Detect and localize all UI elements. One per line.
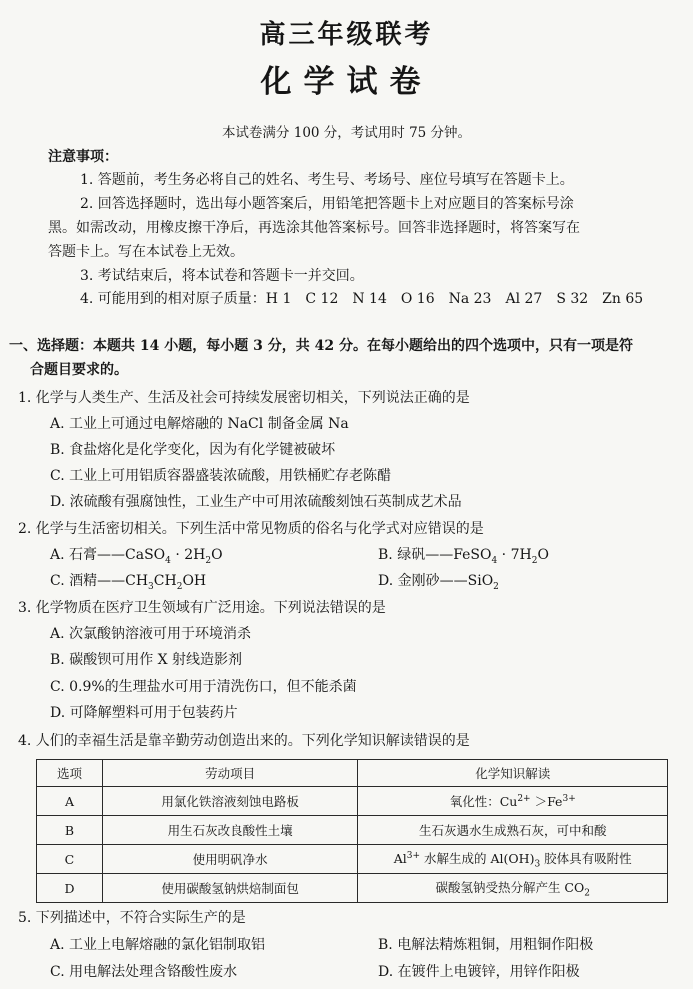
exam-title: 高三年级联考: [259, 20, 434, 50]
table-header-knowledge: 化学知识解读: [358, 760, 668, 787]
table-cell-option: B: [37, 816, 103, 845]
notice-line-3: 黑。如需改动，用橡皮擦干净后，再选涂其他答案标号。回答非选择题时，将答案写在: [48, 220, 580, 236]
table-row: [37, 845, 668, 874]
table-cell-option: A: [37, 787, 103, 816]
table-row: [37, 874, 668, 903]
q3-option-b: B. 碳酸钡可用作 X 射线造影剂: [50, 652, 243, 668]
q1-option-a: A. 工业上可通过电解熔融的 NaCl 制备金属 Na: [50, 416, 349, 432]
exam-subject: 化学试卷: [260, 64, 433, 100]
q2-option-d: D. 金刚砂——SiO$_2$: [378, 573, 499, 592]
q3-option-c: C. 0.9%的生理盐水可用于清洗伤口，但不能杀菌: [50, 679, 357, 695]
q5-option-c: C. 用电解法处理含铬酸性废水: [50, 964, 238, 980]
q4-table: [36, 759, 668, 903]
table-row: [37, 816, 668, 845]
q5-option-a: A. 工业上电解熔融的氯化铝制取铝: [50, 937, 266, 953]
exam-meta: 本试卷满分 100 分，考试用时 75 分钟。: [221, 125, 472, 141]
q2-stem: 2. 化学与生活密切相关。下列生活中常见物质的俗名与化学式对应错误的是: [18, 521, 484, 537]
table-cell-option: D: [37, 874, 103, 903]
table-cell-task: 使用碳酸氢钠烘焙制面包: [102, 874, 358, 903]
table-cell-knowledge: $Al^{3+}$ 水解生成的 $Al(OH)_3$ 胶体具有吸附性: [358, 845, 668, 874]
notice-line-5: 3. 考试结束后，将本试卷和答题卡一并交回。: [80, 268, 364, 284]
table-cell-task: 用生石灰改良酸性土壤: [102, 816, 358, 845]
table-header-option: 选项: [37, 760, 103, 787]
table-cell-knowledge: 碳酸氢钠受热分解产生 $CO_2$: [358, 874, 668, 903]
notice-line-2: 2. 回答选择题时，选出每小题答案后，用铅笔把答题卡上对应题目的答案标号涂: [80, 196, 574, 212]
q1-option-d: D. 浓硫酸有强腐蚀性，工业生产中可用浓硫酸刻蚀石英制成艺术品: [50, 494, 462, 510]
notice-line-1: 1. 答题前，考生务必将自己的姓名、考生号、考场号、座位号填写在答题卡上。: [80, 172, 574, 188]
table-row: [37, 787, 668, 816]
table-header-row: [37, 760, 668, 787]
q1-stem: 1. 化学与人类生产、生活及社会可持续发展密切相关，下列说法正确的是: [18, 390, 470, 406]
q1-option-b: B. 食盐熔化是化学变化，因为有化学键被破坏: [50, 442, 336, 458]
q2-option-a: A. 石膏——CaSO$_4$ · $2H_2O$: [50, 547, 223, 566]
q4-stem: 4. 人们的幸福生活是靠辛勤劳动创造出来的。下列化学知识解读错误的是: [18, 733, 470, 749]
notice-line-6: 4. 可能用到的相对原子质量：H 1 C 12 N 14 O 16 Na 23 Al 27 S 32 Zn 65: [80, 291, 644, 307]
q5-stem: 5. 下列描述中，不符合实际生产的是: [18, 910, 246, 926]
q3-option-a: A. 次氯酸钠溶液可用于环境消杀: [50, 626, 252, 642]
notice-heading: 注意事项：: [48, 149, 118, 165]
q3-stem: 3. 化学物质在医疗卫生领域有广泛用途。下列说法错误的是: [18, 600, 386, 616]
q1-option-c: C. 工业上可用铝质容器盛装浓硫酸，用铁桶贮存老陈醋: [50, 468, 392, 484]
section-heading-cont: 合题目要求的。: [30, 362, 128, 378]
q2-option-b: B. 绿矾——FeSO$_4$ · $7H_2O$: [378, 547, 549, 566]
q2-option-c: C. 酒精$——CH_3CH_2OH$: [50, 573, 207, 592]
table-cell-knowledge: 氧化性：$Cu^{2+} >Fe^{3+}$: [358, 787, 668, 816]
q3-option-d: D. 可降解塑料可用于包装药片: [50, 705, 238, 721]
table-cell-knowledge: 生石灰遇水生成熟石灰，可中和酸: [358, 816, 668, 845]
q5-option-b: B. 电解法精炼粗铜，用粗铜作阳极: [378, 937, 594, 953]
notice-line-4: 答题卡上。写在本试卷上无效。: [48, 244, 244, 260]
q5-option-d: D. 在镀件上电镀锌，用锌作阳极: [378, 964, 580, 980]
table-cell-option: C: [37, 845, 103, 874]
table-header-task: 劳动项目: [102, 760, 358, 787]
table-cell-task: 使用明矾净水: [102, 845, 358, 874]
section-heading: 一、选择题：本题共 14 小题，每小题 3 分，共 42 分。在每小题给出的四个选项中，只有一项是符: [9, 338, 633, 354]
table-cell-task: 用氯化铁溶液刻蚀电路板: [102, 787, 358, 816]
